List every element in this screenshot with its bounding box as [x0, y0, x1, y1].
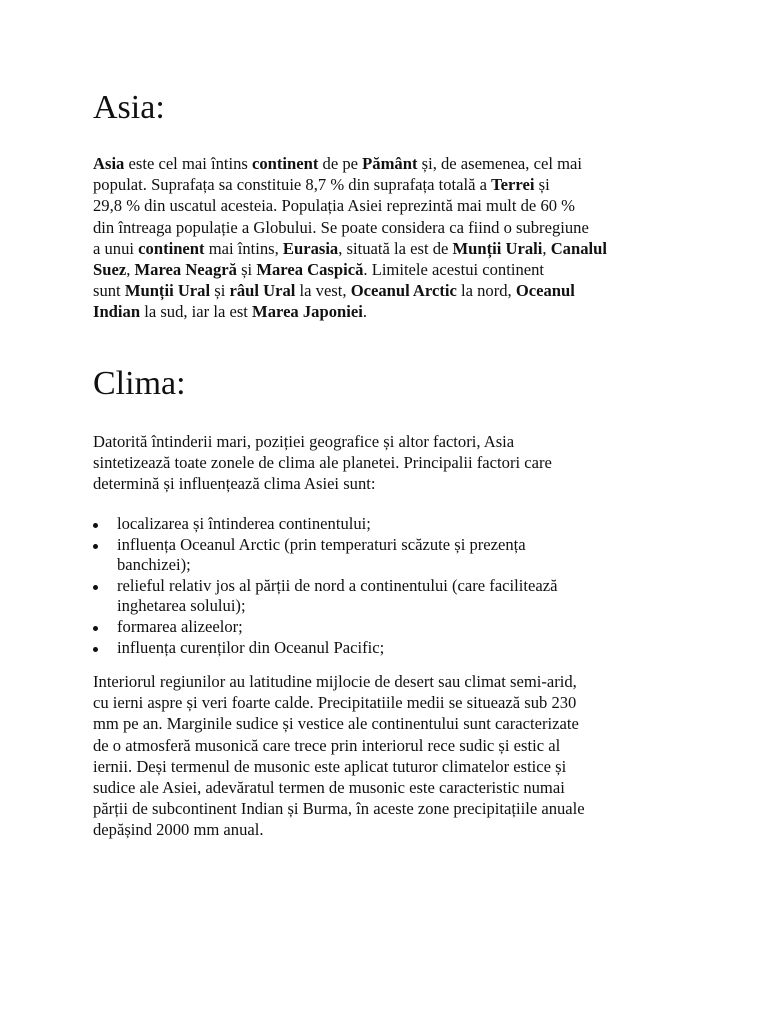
bold-term: Canalul — [550, 238, 607, 258]
list-item — [93, 535, 673, 576]
paragraph-asia-intro — [93, 153, 673, 323]
text-line: Interiorul regiunilor au latitudine mijlocie de desert sau climat semi-arid, — [93, 672, 577, 691]
text-line: sudice ale Asiei, adevăratul termen de musonic este caracteristic numai — [93, 778, 565, 798]
text-run: populat. Suprafața sa constituie 8,7 % din suprafața totală a — [93, 175, 492, 195]
text-line: cu ierni aspre și veri foarte calde. Precipitatiile medii se situează sub 230 — [93, 693, 577, 713]
paragraph-clima-intro — [93, 431, 673, 495]
heading-asia: Asia: — [93, 89, 165, 126]
bold-term: Indian — [93, 302, 141, 322]
text-line — [93, 238, 673, 259]
list-item — [93, 617, 673, 638]
list-item-text: banchizei); — [117, 555, 191, 575]
bold-term: Munții Urali — [452, 238, 543, 258]
text-line — [93, 195, 673, 216]
climate-factors-list — [93, 514, 673, 658]
bold-term: Oceanul Arctic — [350, 281, 457, 301]
bullet-icon — [93, 523, 98, 528]
bold-term: Munții Ural — [124, 281, 211, 301]
text-line: de o atmosferă musonică care trece prin interiorul rece sudic și estic al — [93, 735, 561, 755]
text-line — [93, 280, 673, 301]
text-run: la vest, — [295, 281, 351, 301]
text-run: 29,8 % din uscatul acesteia. Populația Asiei reprezintă mai mult de 60 % — [93, 196, 576, 216]
text-run: . — [362, 302, 367, 322]
bold-term: Asia — [93, 154, 125, 173]
text-run: la sud, iar la est — [140, 302, 253, 322]
text-run: , — [542, 238, 551, 258]
list-item-text: influența Oceanul Arctic (prin temperaturi scăzute și prezența — [117, 534, 526, 554]
text-line — [93, 217, 673, 238]
text-run: , situată la est de — [338, 238, 453, 258]
text-run: . Limitele acestui continent — [363, 260, 545, 280]
list-item-text: formarea alizeelor; — [117, 616, 243, 636]
list-item-text: inghetarea solului); — [117, 596, 246, 616]
text-run: și — [534, 175, 550, 195]
bold-term: Oceanul — [515, 281, 575, 301]
bold-term: Marea Neagră — [134, 260, 237, 280]
paragraph-clima-interior — [93, 671, 673, 841]
bold-term: râul Ural — [229, 281, 296, 301]
text-line: părții de subcontinent Indian și Burma, în aceste zone precipitațiile anuale — [93, 799, 585, 819]
bullet-icon — [93, 626, 98, 631]
bold-term: Suez — [93, 260, 127, 280]
bullet-icon — [93, 647, 98, 652]
list-item — [93, 638, 673, 659]
text-run: la nord, — [456, 281, 516, 301]
text-line — [93, 174, 673, 195]
text-run: sunt — [93, 281, 125, 301]
text-run: și — [236, 260, 257, 280]
bold-term: Marea Japoniei — [252, 302, 363, 322]
text-line: mm pe an. Marginile sudice și vestice ale continentului sunt caracterizate — [93, 714, 579, 734]
text-line — [93, 301, 673, 322]
bullet-icon — [93, 585, 98, 590]
text-line: sintetizează toate zonele de clima ale planetei. Principalii factori care — [93, 453, 552, 473]
bold-term: continent — [138, 238, 205, 258]
text-line: Datorită întinderii mari, poziției geografice și altor factori, Asia — [93, 432, 515, 451]
text-run: este cel mai întins — [124, 154, 253, 173]
bullet-icon — [93, 544, 98, 549]
text-run: a unui — [93, 238, 139, 258]
text-run: de pe — [318, 154, 363, 173]
text-line: iernii. Deși termenul de musonic este aplicat tuturor climatelor estice și — [93, 756, 567, 776]
text-line — [93, 259, 673, 280]
text-run: mai întins, — [204, 238, 283, 258]
list-item — [93, 514, 673, 535]
list-item-text: relieful relativ jos al părții de nord a continentului (care facilitează — [117, 575, 558, 595]
text-run: și, de asemenea, cel mai — [417, 154, 582, 173]
heading-clima: Clima: — [93, 365, 186, 402]
list-item-text: influența curenților din Oceanul Pacific; — [117, 637, 385, 657]
text-run: și — [210, 281, 230, 301]
text-run: din întreaga populație a Globului. Se poate considera ca fiind o subregiune — [93, 217, 589, 237]
bold-term: Pământ — [362, 154, 418, 173]
text-line — [93, 153, 673, 174]
list-item-text: localizarea și întinderea continentului; — [117, 514, 371, 533]
text-line: determină și influențează clima Asiei sunt: — [93, 474, 376, 494]
text-run: , — [126, 260, 135, 280]
bold-term: Eurasia — [282, 238, 339, 258]
text-line: depășind 2000 mm anual. — [93, 820, 264, 840]
bold-term: Marea Caspică — [256, 260, 364, 280]
bold-term: continent — [252, 154, 319, 173]
list-item — [93, 576, 673, 617]
bold-term: Terrei — [491, 175, 535, 195]
